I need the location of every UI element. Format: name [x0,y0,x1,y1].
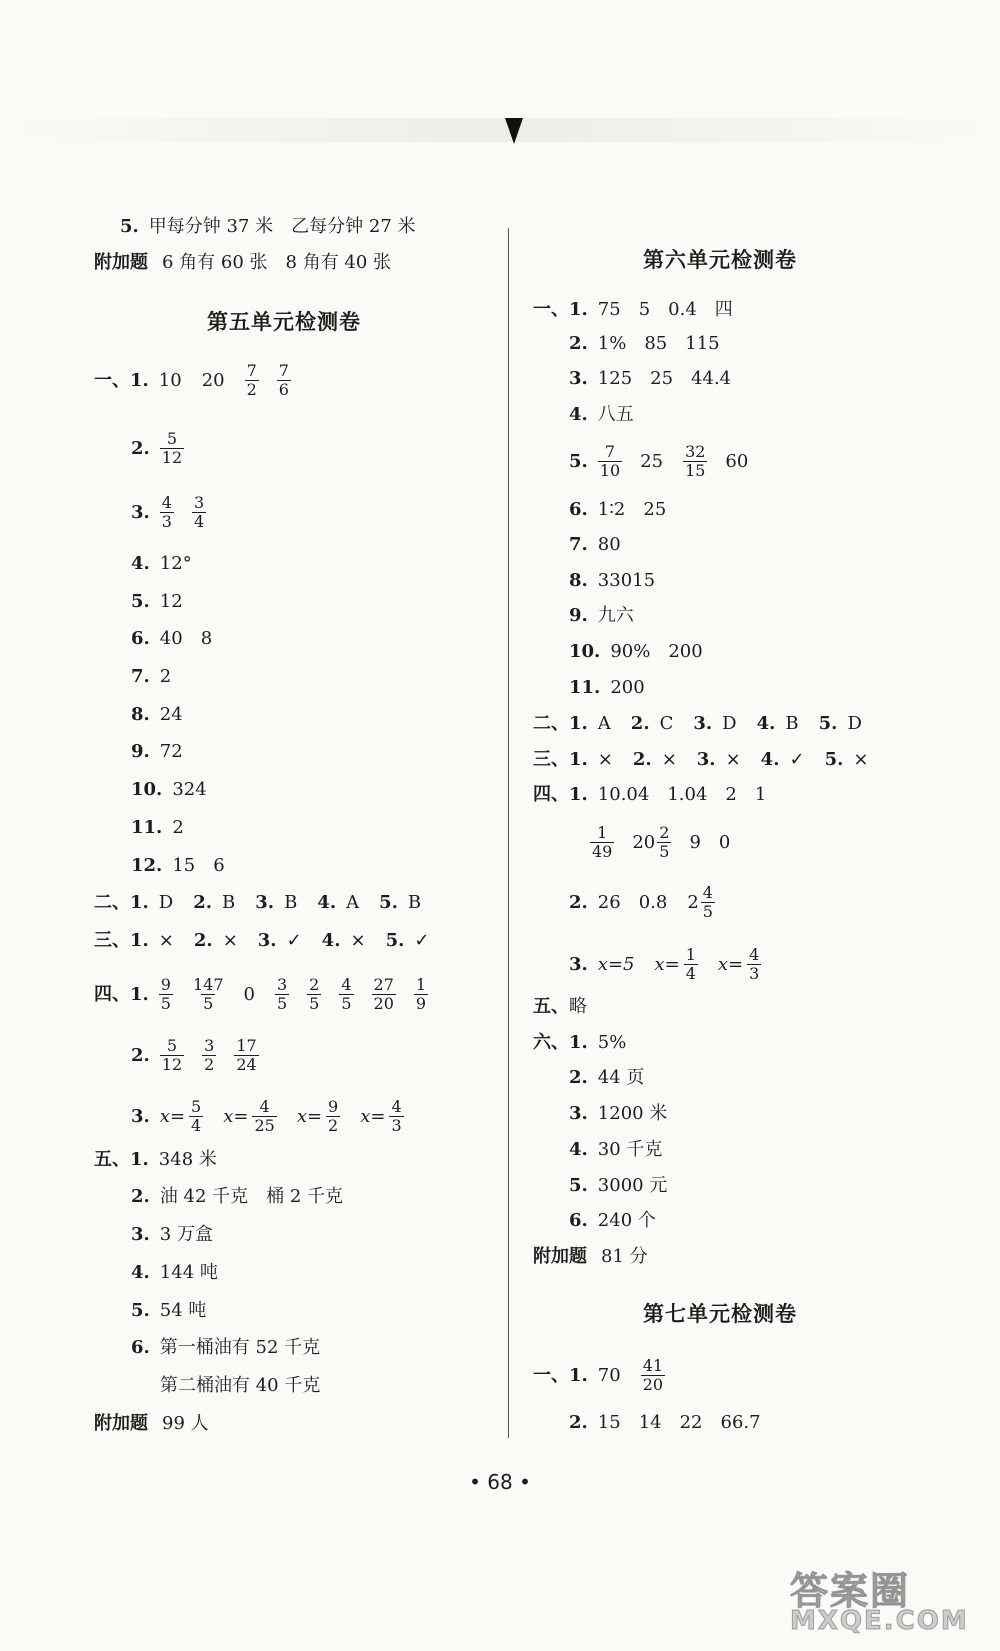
unit5-q1-7: 7. 2 [131,666,172,687]
unit6-q1-2: 2. 1% 85 115 [569,333,720,354]
unit6-q1-6: 6. 1∶2 25 [569,499,667,520]
unit6-section5: 五、 略 [533,996,587,1017]
unit6-section6-q3: 3. 1200 米 [569,1103,668,1124]
unit5-q1-8: 8. 24 [131,704,183,725]
unit5-section5-q6: 6. 第一桶油有 52 千克 [131,1337,321,1358]
unit6-section4-q2: 2. 26 0.8 2 $\frac{4}{5}$ [569,883,713,921]
fraction: $\frac{5}{12}$ [161,1036,183,1074]
fraction: $\frac{4}{5}$ [341,975,352,1013]
unit6-bonus: 附加题 81 分 [533,1246,648,1267]
unit6-section6-q4: 4. 30 千克 [569,1139,663,1160]
unit6-section4-q1: 四、1. 10.04 1.04 2 1 [533,784,767,805]
fraction: $\frac{4}{3}$ [161,493,172,531]
unit6-q1-3: 3. 125 25 44.4 [569,368,732,389]
fraction: $\frac{3}{5}$ [276,975,288,1013]
unit5-q1-5: 5. 12 [131,591,183,612]
fraction: $\frac{27}{20}$ [373,975,394,1013]
unit5-q1-1: 一、1. 10 20 $\frac{7}{2}$ $\frac{7}{6}$ [94,361,289,399]
fraction: $\frac{3}{2}$ [204,1036,215,1074]
fraction: $\frac{41}{20}$ [642,1356,664,1394]
fraction: $\frac{147}{5}$ [192,975,224,1013]
fraction: $\frac{1}{9}$ [415,975,427,1013]
unit5-section3: 三、1. × 2. × 3. ✓ 4. × 5. ✓ [94,930,430,951]
fraction: $\frac{1}{49}$ [592,823,613,861]
unit6-q1-10: 10. 90% 200 [569,641,703,662]
unit6-section6-q1: 六、1. 5% [533,1032,627,1053]
unit6-q1-8: 8. 33015 [569,570,656,591]
fraction: $\frac{9}{2}$ [328,1097,339,1135]
unit6-section2: 二、1. A 2. C 3. D 4. B 5. D [533,713,862,734]
section-title-unit5: 第五单元检测卷 [207,310,361,334]
fraction: $\frac{7}{2}$ [246,361,257,399]
unit6-q1-1: 一、1. 75 5 0.4 四 [533,299,733,320]
fraction: $\frac{4}{3}$ [749,945,760,983]
scan-shadow-band [0,118,1000,142]
column-divider [508,228,509,1438]
unit5-section5-q1: 五、1. 348 米 [94,1149,217,1170]
unit5-q1-9: 9. 72 [131,741,183,762]
unit5-section5-q3: 3. 3 万盒 [131,1224,213,1245]
unit5-q1-6: 6. 40 8 [131,628,213,649]
unit5-section4-q3: 3. x= $\frac{5}{4}$ x= $\frac{4}{25}$ x= $\frac{9}{2}$ x= $\frac{4}{3}$ [131,1097,402,1135]
unit6-q1-4: 4. 八五 [569,404,634,425]
fraction: $\frac{2}{5}$ [309,975,320,1013]
section-title-unit7: 第七单元检测卷 [643,1302,797,1326]
unit5-section5-q4: 4. 144 吨 [131,1262,218,1283]
unit5-q1-12: 12. 15 6 [131,855,225,876]
fraction: $\frac{5}{12}$ [161,429,183,467]
fraction: $\frac{7}{6}$ [278,361,289,399]
unit5-section5-q5: 5. 54 吨 [131,1300,207,1321]
unit5-q1-3: 3. $\frac{4}{3}$ $\frac{3}{4}$ [131,493,205,531]
unit5-q1-4: 4. 12° [131,553,192,574]
fraction: $\frac{4}{3}$ [391,1097,402,1135]
unit6-section4-q3: 3. x=5 x= $\frac{1}{4}$ x= $\frac{4}{3}$ [569,945,760,983]
unit6-q1-11: 11. 200 [569,677,645,698]
mixed-number: 20 $\frac{2}{5}$ [632,823,670,861]
unit6-section6-q6: 6. 240 个 [569,1210,656,1231]
unit6-section4-q1b: $\frac{1}{49}$ 20 $\frac{2}{5}$ 9 0 [592,823,731,861]
unit7-q1-1: 一、1. 70 $\frac{41}{20}$ [533,1356,664,1394]
fraction: $\frac{3}{4}$ [193,493,205,531]
unit6-section3: 三、1. × 2. × 3. × 4. ✓ 5. × [533,749,869,770]
unit5-q1-10: 10. 324 [131,779,207,800]
fraction: $\frac{9}{5}$ [160,975,171,1013]
unit5-section5-q6b: 第二桶油有 40 千克 [160,1375,321,1396]
left-bonus-top: 附加题 6 角有 60 张 8 角有 40 张 [94,252,392,273]
unit5-section5-q2: 2. 油 42 千克 桶 2 千克 [131,1186,344,1207]
unit5-q1-2: 2. $\frac{5}{12}$ [131,429,183,467]
unit5-bonus: 附加题 99 人 [94,1413,209,1434]
left-item-5: 5. 甲每分钟 37 米 乙每分钟 27 米 [120,216,416,237]
unit5-section4-q2: 2. $\frac{5}{12}$ $\frac{3}{2}$ $\frac{17}{24}$ [131,1036,257,1074]
triangle-marker-icon [505,118,523,144]
unit5-q1-11: 11. 2 [131,817,184,838]
fraction: $\frac{1}{4}$ [685,945,696,983]
unit6-q1-5: 5. $\frac{7}{10}$ 25 $\frac{32}{15}$ 60 [569,442,749,480]
fraction: $\frac{17}{24}$ [236,1036,257,1074]
section-title-unit6: 第六单元检测卷 [643,248,797,272]
mixed-number: 2 $\frac{4}{5}$ [687,883,713,921]
unit6-q1-9: 9. 九六 [569,605,634,626]
fraction: $\frac{7}{10}$ [599,442,621,480]
page-number: • 68 • [469,1470,531,1494]
unit5-section4-q1: 四、1. $\frac{9}{5}$ $\frac{147}{5}$ 0 $\frac{3}{5}$ $\frac{2}{5}$ $\frac{4}{5}$ $\frac{27}{20}$ $\frac{1}{9}$ [94,975,427,1013]
unit6-section6-q5: 5. 3000 元 [569,1175,668,1196]
fraction: $\frac{32}{15}$ [685,442,706,480]
fraction: $\frac{4}{25}$ [254,1097,275,1135]
unit5-section2: 二、1. D 2. B 3. B 4. A 5. B [94,892,422,913]
unit6-q1-7: 7. 80 [569,534,621,555]
watermark-logo: 答案圈 MXQE.COM [790,1569,969,1636]
unit6-section6-q2: 2. 44 页 [569,1067,645,1088]
fraction: $\frac{5}{4}$ [191,1097,202,1135]
unit7-q1-2: 2. 15 14 22 66.7 [569,1412,761,1433]
